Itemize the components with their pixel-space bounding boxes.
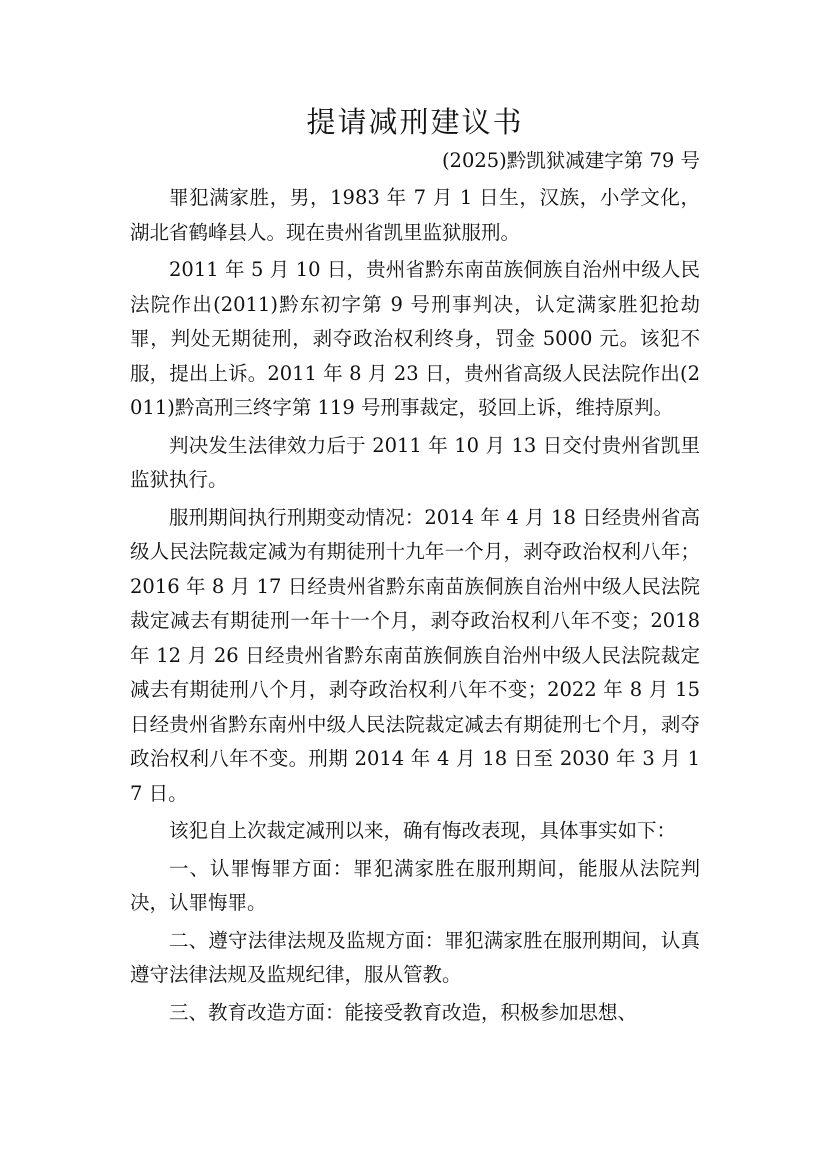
- document-number: (2025)黔凯狱减建字第 79 号: [441, 149, 700, 172]
- paragraph-repentance-intro: 该犯自上次裁定减刑以来，确有悔改表现，具体事实如下：: [169, 819, 677, 842]
- paragraph-point-3: 三、教育改造方面：能接受教育改造，积极参加思想、: [169, 1000, 638, 1024]
- paragraph-judgment: 2011 年 5 月 10 日，贵州省黔东南苗族侗族自治州中级人民法院作出(2011)黔东初字第 9 号刑事判决，认定满家胜犯抢劫罪，判处无期徒刑，剥夺政治权利终身，罚金 5000 元。该犯不服，提出上诉。2011 年 8 月 23 日，贵州省高级人民法院作出(2011)黔高刑三终字第 119 号刑事裁定，驳回上诉，维持原判。: [130, 258, 700, 419]
- paragraph-delivery: 判决发生法律效力后于 2011 年 10 月 13 日交付贵州省凯里监狱执行。: [130, 433, 700, 491]
- document-title: 提请减刑建议书: [306, 105, 524, 139]
- document-page: [130, 0, 700, 1030]
- paragraph-sentence-changes: 服刑期间执行刑期变动情况：2014 年 4 月 18 日经贵州省高级人民法院裁定减为有期徒刑十九年一个月，剥夺政治权利八年；2016 年 8 月 17 日经贵州省黔东南苗族侗族自治州中级人民法院裁定减去有期徒刑一年十一个月，剥夺政治权利八年不变；2018 年 12 月 26 日经贵州省黔东南苗族侗族自治州中级人民法院裁定减去有期徒刑八个月，剥夺政治权利八年不变；2022 年 8 月 15 日经贵州省黔东南州中级人民法院裁定减去有期徒刑七个月，剥夺政治权利八年不变。刑期 2014 年 4 月 18 日至 2030 年 3 月 17 日。: [130, 505, 700, 805]
- paragraph-offender-info: 罪犯满家胜，男，1983 年 7 月 1 日生，汉族，小学文化，湖北省鹤峰县人。现在贵州省凯里监狱服刑。: [130, 186, 700, 244]
- paragraph-point-1: 一、认罪悔罪方面：罪犯满家胜在服刑期间，能服从法院判决，认罪悔罪。: [130, 856, 700, 914]
- paragraph-point-2: 二、遵守法律法规及监规方面：罪犯满家胜在服刑期间，认真遵守法律法规及监规纪律，服从管教。: [130, 928, 700, 986]
